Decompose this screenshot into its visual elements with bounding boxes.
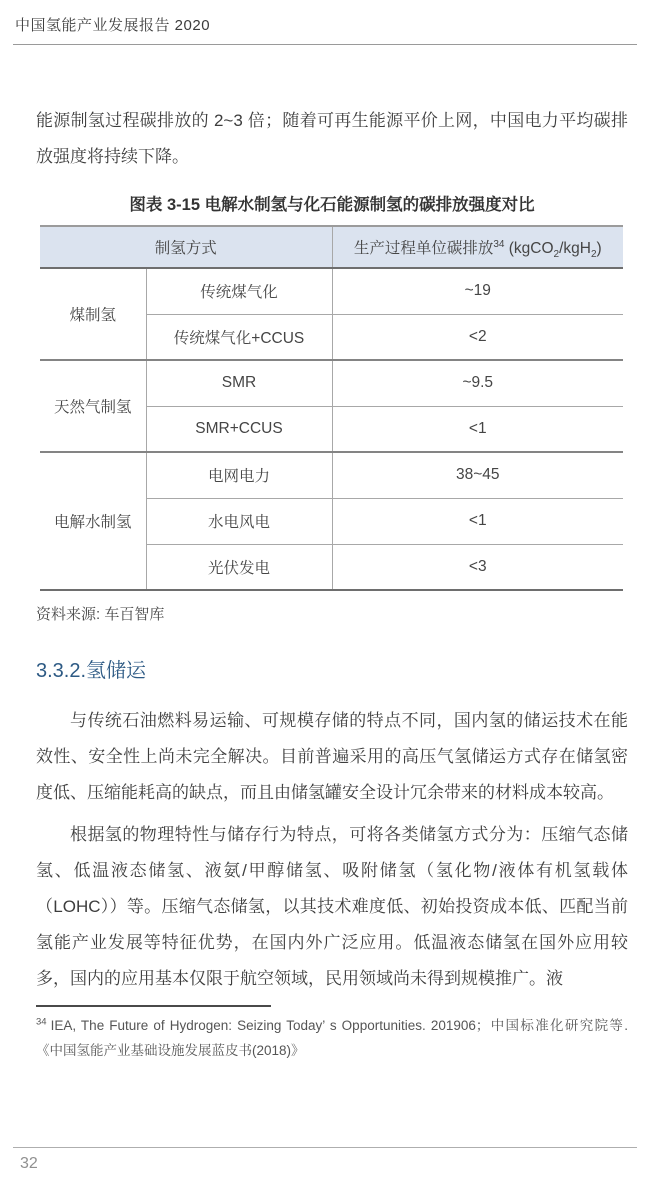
section-paragraph-2: 根据氢的物理特性与储存行为特点，可将各类储氢方式分为：压缩气态储氢、低温液态储氢、液氨/甲醇储氢、吸附储氢（氢化物/液体有机氢载体（LOHC））等。压缩气态储氢，以其技术难度低、初始投资成本低、匹配当前氢能产业发展等特征优势，在国内外广泛应用。低温液态储氢在国外应用较多，国内的应用基本仅限于航空领域，民用领域尚未得到规模推广。液 [36,825,628,988]
group-natural-gas [40,360,623,452]
table-caption: 图表 3-15 电解水制氢与化石能源制氢的碳排放强度对比 [129,196,535,214]
value-cell: <2 [332,314,623,360]
header-divider [13,44,637,45]
value-cell: ~9.5 [332,360,623,406]
method-cell: 传统煤气化 [146,268,332,314]
running-header [0,0,650,45]
method-cell: 传统煤气化+CCUS [146,314,332,360]
table-head [40,226,623,268]
section-heading: 3.3.2.氢储运 [36,660,147,682]
page-number: 32 [20,1155,38,1172]
col-header-method: 制氢方式 [154,240,217,257]
group-electrolysis [40,452,623,590]
method-cell: 光伏发电 [146,544,332,590]
table-row [40,360,623,406]
value-cell: <1 [332,498,623,544]
table-header-row [40,226,623,268]
intro-paragraph: 能源制氢过程碳排放的 2~3 倍；随着可再生能源平价上网，中国电力平均碳排放强度将持续下降。 [36,111,628,166]
value-cell: 38~45 [332,452,623,498]
section-paragraph-1: 与传统石油燃料易运输、可规模存储的特点不同，国内氢的储运技术在能效性、安全性上尚未完全解决。目前普遍采用的高压气氢储运方式存在储氢密度低、压缩能耗高的缺点，而且由储氢罐安全设计冗余带来的材料成本较高。 [36,711,628,802]
table-row [40,268,623,314]
footnote-block [36,1005,628,1063]
carbon-intensity-table [40,225,623,591]
footnote-separator [36,1005,271,1007]
category-cell: 电解水制氢 [53,514,132,531]
footnote-number: 34 [36,1016,47,1028]
report-title: 中国氢能产业发展报告 2020 [15,17,211,34]
table-row [40,452,623,498]
value-cell: <3 [332,544,623,590]
footnote-text: $^{34}$ IEA, The Future of Hydrogen: Seizing Today’ s Opportunities. 201906；中国标准化研究院等.《中国氢能产业基础设施发展蓝皮书(2018)》 [36,1016,628,1058]
method-cell: 电网电力 [146,452,332,498]
category-cell: 天然气制氢 [53,399,132,416]
method-cell: SMR [146,360,332,406]
group-coal [40,268,623,360]
method-cell: SMR+CCUS [146,406,332,452]
category-cell: 煤制氢 [69,307,116,324]
page-content [0,103,650,1063]
value-cell: ~19 [332,268,623,314]
footer-divider [13,1147,637,1148]
footnote-ref-marker: 34 [493,238,505,250]
method-cell: 水电风电 [146,498,332,544]
value-cell: <1 [332,406,623,452]
source-note: 资料来源: 车百智库 [36,606,165,623]
col-header-value: 生产过程单位碳排放$^{34}$ (kgCO$_2$/kgH$_2$) [332,226,623,268]
